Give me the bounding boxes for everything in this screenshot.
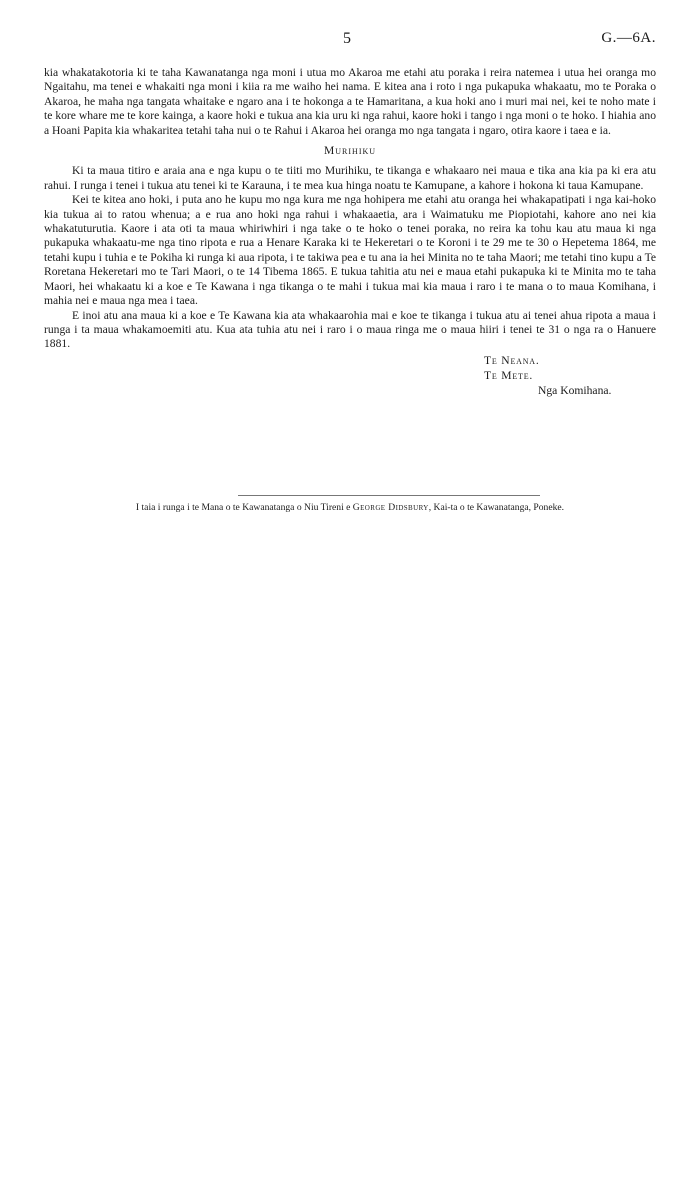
signatory-te-mete: Te Mete. (484, 368, 534, 382)
signature-block (44, 354, 656, 402)
imprint-printer-name: George Didsbury (352, 502, 429, 513)
section-heading-murihiku: Murihiku (323, 144, 377, 158)
imprint-suffix: , Kai-ta o te Kawanatanga, Poneke. (428, 502, 565, 513)
document-reference: G.—6A. (601, 30, 656, 46)
signatory-te-neana: Te Neana. (484, 353, 540, 367)
printer-imprint (0, 502, 700, 514)
page-header (0, 30, 700, 48)
body-text (44, 66, 656, 402)
imprint-prefix: I taia i runga i te Mana o te Kawanatanga o Niu Tireni e (135, 502, 351, 513)
paragraph-akaroa: kia whakatakotoria ki te taha Kawanatanga nga moni i utua mo Akaroa me etahi atu poraka i reira natemea i utua hei oranga mo Ngaitahu, ma tenei e whakaiti nga moni i kiia ra me waiho hei nama. E kitea ana i roto i nga pukapuka whakaatu, mo te Poraka o Akaroa, he maha nga tangata whaitake e ngaro ana i te hokonga a te Hamaritana, a kua hoki ano i muri mai nei, kei te noho mate i te kore whare me te kore kainga, a kaore hoki e tukua ana kia uru ki nga rahui, kaore hoki i tango i nga moni o te hoko. I hiahia ano a Hoani Papita kia whakaritea tetahi taha nui o te Rahui i Akaroa hei oranga mo nga tangata i ngaro, otira kaore i taea e ia. (44, 66, 656, 137)
paragraph-reserves: Kei te kitea ano hoki, i puta ano he kupu mo nga kura me nga hohipera me etahi atu oranga hei whakapatipati i nga kai-hoko kia tukua ai to ratou whenua; a e rua ano hoki nga rahui i whakaaetia, ara i Waimatuku me Piopiotahi, kahore ano nei kia whakatuturutia. Kaore i ata oti ta maua whiriwhiri i nga take o te hoko o tenei poraka, no reira ka tohu kau atu maua ki nga pukapuka whakaatu-me nga tino ripota e rua a Henare Karaka ki te Hekeretari o te Koroni i te 29 me te 30 o Hepetema 1864, me tetahi kupu i tuhia e te Pokiha ki runga ki aua ripota, i te takiwa pea e tu ana ia hei Minita no te taha Maori; me tetahi tino kupu a Te Roretana Hekeretari mo te Tari Maori, o te 14 Tibema 1865. E tukua tahitia atu nei e maua etahi pukapuka ki te Minita mo te taha Maori, hei whakaatu ki a koe e Te Kawana i nga tikanga o te mahi i tukua mai kia maua i raro i te mana o to maua Komihana, i mahia nei e maua nga mea i taea. (44, 193, 656, 308)
page-number: 5 (343, 30, 351, 47)
paragraph-closing: E inoi atu ana maua ki a koe e Te Kawana kia ata whakaarohia mai e koe te tikanga i tukua atu ai tenei ahua ripota a maua i runga i ta maua whakamoemiti atu. Kua ata tuhia atu nei i raro i o maua ringa me o maua hiiri i tenei te 31 o nga ra o Hanuere 1881. (44, 308, 656, 351)
divider-rule (238, 495, 540, 496)
signatory-title: Nga Komihana. (538, 383, 612, 397)
paragraph-murihiku-treaty: Ki ta maua titiro e araia ana e nga kupu o te tiiti mo Murihiku, te tikanga e whakaaro nei maua e tika ana kia pa ki era atu rahui. I runga i tenei i tukua atu tenei ki te Karauna, i te mea kua hinga noatu te Kamupane, a kahore i hokona ki taua Kamupane. (44, 164, 656, 192)
